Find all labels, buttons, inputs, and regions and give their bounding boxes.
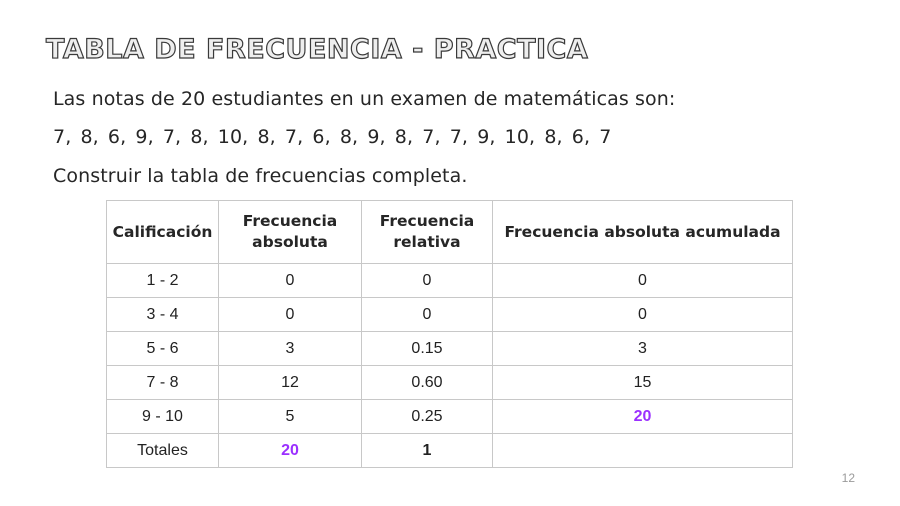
table-row: [107, 332, 793, 366]
cell-frecuencia-relativa: 0.60: [362, 366, 493, 400]
cell-frecuencia-absoluta: 12: [219, 366, 362, 400]
cell-frecuencia-relativa: 0.15: [362, 332, 493, 366]
slide-title: TABLA DE FRECUENCIA - PRACTICA: [46, 34, 589, 65]
cell-calificacion: 5 - 6: [107, 332, 219, 366]
cell-frecuencia-absoluta: 5: [219, 400, 362, 434]
cell-frecuencia-acumulada: 3: [493, 332, 793, 366]
page-number: 12: [841, 471, 855, 485]
cell-frecuencia-acumulada: 15: [493, 366, 793, 400]
table-row: [107, 264, 793, 298]
header-frecuencia-acumulada: Frecuencia absoluta acumulada: [493, 201, 793, 264]
totals-frecuencia-relativa: 1: [362, 434, 493, 468]
table-row: [107, 400, 793, 434]
header-calificacion: Calificación: [107, 201, 219, 264]
cell-frecuencia-relativa: 0.25: [362, 400, 493, 434]
cell-calificacion: 9 - 10: [107, 400, 219, 434]
cell-acumulada-total-highlight: 20: [493, 400, 793, 434]
instruction-text: Construir la tabla de frecuencias completa.: [53, 165, 468, 187]
intro-text: Las notas de 20 estudiantes en un examen de matemáticas son:: [53, 88, 676, 110]
cell-frecuencia-acumulada: 0: [493, 298, 793, 332]
cell-frecuencia-acumulada: 0: [493, 264, 793, 298]
frequency-table: [106, 200, 793, 468]
table-header-row: [107, 201, 793, 264]
totals-frecuencia-absoluta: 20: [219, 434, 362, 468]
header-frecuencia-relativa: Frecuencia relativa: [362, 201, 493, 264]
cell-frecuencia-relativa: 0: [362, 298, 493, 332]
cell-frecuencia-absoluta: 0: [219, 298, 362, 332]
totals-row: [107, 434, 793, 468]
cell-calificacion: 3 - 4: [107, 298, 219, 332]
totals-label: Totales: [107, 434, 219, 468]
cell-frecuencia-absoluta: 0: [219, 264, 362, 298]
cell-frecuencia-relativa: 0: [362, 264, 493, 298]
totals-empty-cell: [493, 434, 793, 468]
header-frecuencia-absoluta: Frecuencia absoluta: [219, 201, 362, 264]
table-row: [107, 298, 793, 332]
cell-calificacion: 7 - 8: [107, 366, 219, 400]
cell-calificacion: 1 - 2: [107, 264, 219, 298]
grades-list: 7, 8, 6, 9, 7, 8, 10, 8, 7, 6, 8, 9, 8, 7, 7, 9, 10, 8, 6, 7: [53, 126, 612, 148]
cell-frecuencia-absoluta: 3: [219, 332, 362, 366]
table-row: [107, 366, 793, 400]
